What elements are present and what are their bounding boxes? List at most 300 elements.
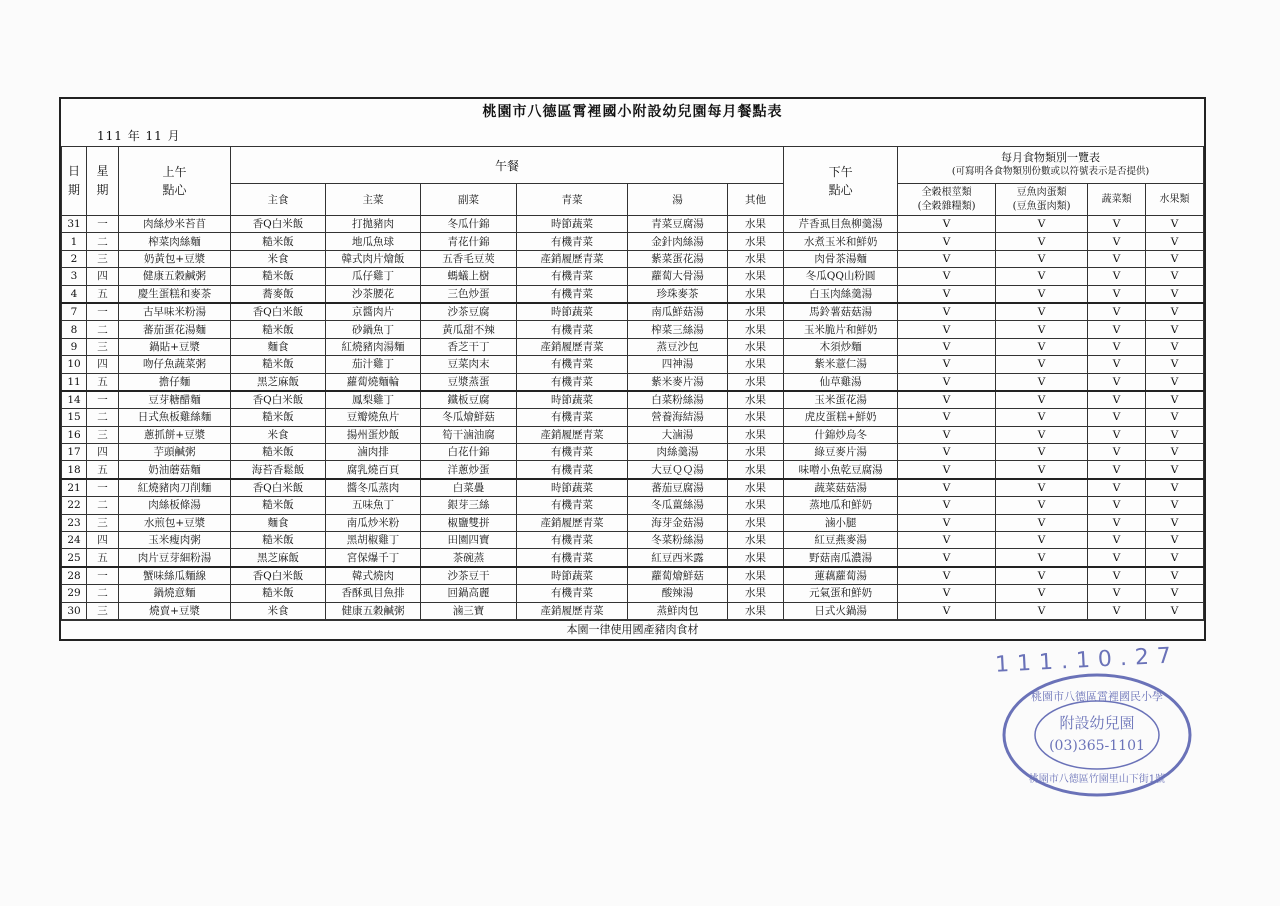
- cell-staple: 糙米飯: [231, 233, 326, 250]
- cell-am-snack: 水煎包+豆漿: [119, 514, 231, 531]
- cell-weekday: 四: [87, 532, 119, 549]
- cell-pm-snack: 滷小腿: [784, 514, 898, 531]
- cell-am-snack: 紅燒豬肉刀削麵: [119, 479, 231, 497]
- lunch-col-other: 其他: [728, 184, 784, 216]
- cell-staple: 香Q白米飯: [231, 303, 326, 321]
- cell-side-dish: 回鍋高麗: [421, 585, 517, 602]
- cell-staple: 糙米飯: [231, 532, 326, 549]
- table-row: [62, 268, 1204, 285]
- cell-grains-mark: V: [898, 391, 996, 409]
- cell-date: 30: [62, 602, 87, 619]
- cell-side-dish: 洋蔥炒蛋: [421, 461, 517, 479]
- cell-side-dish: 冬瓜什錦: [421, 216, 517, 233]
- am-snack-header-label: 上午點心: [162, 165, 187, 197]
- cell-side-dish: 鐵板豆腐: [421, 391, 517, 409]
- cell-date: 23: [62, 514, 87, 531]
- cell-staple: 糙米飯: [231, 356, 326, 373]
- cell-fruits-mark: V: [1146, 303, 1204, 321]
- cell-date: 9: [62, 338, 87, 355]
- cell-fruits-mark: V: [1146, 532, 1204, 549]
- cell-staple: 糙米飯: [231, 444, 326, 461]
- cell-soup: 蘿蔔大骨湯: [628, 268, 728, 285]
- table-row: [62, 444, 1204, 461]
- cell-other: 水果: [728, 549, 784, 567]
- cell-fruits-mark: V: [1146, 461, 1204, 479]
- svg-text:桃園市八德區霄裡國民小學: 桃園市八德區霄裡國民小學: [1031, 690, 1163, 703]
- cell-fruits-mark: V: [1146, 285, 1204, 303]
- cell-other: 水果: [728, 532, 784, 549]
- cell-am-snack: 芋頭鹹粥: [119, 444, 231, 461]
- pm-snack-header: [784, 147, 898, 216]
- cell-grains-mark: V: [898, 497, 996, 514]
- cell-am-snack: 健康五穀鹹粥: [119, 268, 231, 285]
- cell-vegetable: 時節蔬菜: [517, 216, 628, 233]
- footer-note: 本園一律使用國產豬肉食材: [61, 620, 1204, 639]
- year-month: 111 年 11 月: [97, 129, 181, 143]
- cell-staple: 蕎麥飯: [231, 285, 326, 303]
- cell-vegetables-mark: V: [1088, 426, 1146, 443]
- cell-other: 水果: [728, 567, 784, 585]
- cell-vegetable: 時節蔬菜: [517, 479, 628, 497]
- cell-weekday: 五: [87, 461, 119, 479]
- cell-date: 21: [62, 479, 87, 497]
- page-title: 桃園市八德區霄裡國小附設幼兒園每月餐點表: [482, 104, 783, 120]
- cell-vegetable: 時節蔬菜: [517, 391, 628, 409]
- cell-protein-mark: V: [996, 549, 1088, 567]
- table-row: [62, 409, 1204, 426]
- cell-pm-snack: 蔬菜菇菇湯: [784, 479, 898, 497]
- svg-text:附設幼兒園: 附設幼兒園: [1059, 714, 1135, 732]
- cell-soup: 酸辣湯: [628, 585, 728, 602]
- cell-fruits-mark: V: [1146, 479, 1204, 497]
- cell-side-dish: 白花什錦: [421, 444, 517, 461]
- cell-vegetables-mark: V: [1088, 409, 1146, 426]
- table-row: [62, 479, 1204, 497]
- cell-weekday: 四: [87, 268, 119, 285]
- food-group-grains-sub: (全穀雜糧類): [917, 200, 976, 212]
- menu-body: [62, 216, 1204, 620]
- cell-am-snack: 慶生蛋糕和麥茶: [119, 285, 231, 303]
- cell-grains-mark: V: [898, 426, 996, 443]
- cell-side-dish: 螞蟻上樹: [421, 268, 517, 285]
- cell-date: 24: [62, 532, 87, 549]
- cell-soup: 營養海結湯: [628, 409, 728, 426]
- table-row: [62, 461, 1204, 479]
- cell-protein-mark: V: [996, 602, 1088, 619]
- cell-grains-mark: V: [898, 268, 996, 285]
- cell-protein-mark: V: [996, 268, 1088, 285]
- cell-grains-mark: V: [898, 233, 996, 250]
- cell-vegetables-mark: V: [1088, 356, 1146, 373]
- food-group-fruits: 水果類: [1146, 184, 1204, 216]
- food-group-note: (可寫明各食物類別份數或以符號表示是否提供): [951, 166, 1150, 177]
- cell-vegetable: 有機青菜: [517, 356, 628, 373]
- cell-main-dish: 瓜仔雞丁: [326, 268, 421, 285]
- cell-other: 水果: [728, 426, 784, 443]
- cell-date: 7: [62, 303, 87, 321]
- cell-main-dish: 五味魚丁: [326, 497, 421, 514]
- cell-vegetables-mark: V: [1088, 549, 1146, 567]
- table-row: [62, 303, 1204, 321]
- cell-fruits-mark: V: [1146, 444, 1204, 461]
- cell-date: 4: [62, 285, 87, 303]
- cell-main-dish: 香酥虱目魚排: [326, 585, 421, 602]
- cell-side-dish: 沙茶豆干: [421, 567, 517, 585]
- cell-vegetable: 有機青菜: [517, 373, 628, 391]
- cell-fruits-mark: V: [1146, 338, 1204, 355]
- cell-main-dish: 揚州蛋炒飯: [326, 426, 421, 443]
- cell-vegetable: 有機青菜: [517, 444, 628, 461]
- cell-am-snack: 奶油蘑菇麵: [119, 461, 231, 479]
- cell-soup: 榨菜三絲湯: [628, 321, 728, 338]
- cell-side-dish: 茶碗蒸: [421, 549, 517, 567]
- cell-side-dish: 銀芽三絲: [421, 497, 517, 514]
- cell-soup: 金針肉絲湯: [628, 233, 728, 250]
- cell-protein-mark: V: [996, 356, 1088, 373]
- cell-weekday: 二: [87, 321, 119, 338]
- table-row: [62, 391, 1204, 409]
- cell-pm-snack: 味噌小魚乾豆腐湯: [784, 461, 898, 479]
- cell-main-dish: 韓式燒肉: [326, 567, 421, 585]
- cell-grains-mark: V: [898, 356, 996, 373]
- cell-fruits-mark: V: [1146, 409, 1204, 426]
- cell-staple: 香Q白米飯: [231, 391, 326, 409]
- cell-staple: 香Q白米飯: [231, 479, 326, 497]
- cell-vegetables-mark: V: [1088, 338, 1146, 355]
- cell-pm-snack: 野菇南瓜濃湯: [784, 549, 898, 567]
- school-stamp-seal: [1000, 670, 1195, 800]
- cell-vegetables-mark: V: [1088, 585, 1146, 602]
- cell-pm-snack: 綠豆麥片湯: [784, 444, 898, 461]
- cell-protein-mark: V: [996, 233, 1088, 250]
- cell-soup: 蘿蔔燴鮮菇: [628, 567, 728, 585]
- cell-am-snack: 鍋貼+豆漿: [119, 338, 231, 355]
- cell-pm-snack: 馬鈴薯菇菇湯: [784, 303, 898, 321]
- cell-other: 水果: [728, 373, 784, 391]
- cell-weekday: 三: [87, 250, 119, 267]
- cell-date: 31: [62, 216, 87, 233]
- cell-fruits-mark: V: [1146, 373, 1204, 391]
- cell-date: 3: [62, 268, 87, 285]
- cell-pm-snack: 白玉肉絲羹湯: [784, 285, 898, 303]
- cell-fruits-mark: V: [1146, 585, 1204, 602]
- cell-am-snack: 豆芽糖醋麵: [119, 391, 231, 409]
- food-group-grains: [898, 184, 996, 216]
- cell-soup: 珍珠麥茶: [628, 285, 728, 303]
- cell-protein-mark: V: [996, 444, 1088, 461]
- table-row: [62, 338, 1204, 355]
- lunch-col-veg: 青菜: [517, 184, 628, 216]
- cell-side-dish: 沙茶豆腐: [421, 303, 517, 321]
- cell-fruits-mark: V: [1146, 321, 1204, 338]
- cell-fruits-mark: V: [1146, 268, 1204, 285]
- cell-protein-mark: V: [996, 303, 1088, 321]
- cell-vegetable: 有機青菜: [517, 321, 628, 338]
- cell-fruits-mark: V: [1146, 497, 1204, 514]
- cell-date: 10: [62, 356, 87, 373]
- cell-soup: 大滷湯: [628, 426, 728, 443]
- cell-other: 水果: [728, 338, 784, 355]
- cell-am-snack: 奶黃包+豆漿: [119, 250, 231, 267]
- cell-soup: 蒸豆沙包: [628, 338, 728, 355]
- cell-staple: 黑芝麻飯: [231, 373, 326, 391]
- cell-protein-mark: V: [996, 461, 1088, 479]
- cell-other: 水果: [728, 444, 784, 461]
- cell-weekday: 五: [87, 549, 119, 567]
- cell-date: 18: [62, 461, 87, 479]
- cell-other: 水果: [728, 250, 784, 267]
- cell-pm-snack: 冬瓜QQ山粉圓: [784, 268, 898, 285]
- table-row: [62, 250, 1204, 267]
- cell-grains-mark: V: [898, 567, 996, 585]
- cell-fruits-mark: V: [1146, 514, 1204, 531]
- food-group-protein: [996, 184, 1088, 216]
- cell-grains-mark: V: [898, 321, 996, 338]
- weekday-header-label: 星期: [96, 164, 109, 197]
- cell-side-dish: 黃瓜甜不辣: [421, 321, 517, 338]
- cell-soup: 蕃茄豆腐湯: [628, 479, 728, 497]
- food-group-protein-name: 豆魚肉蛋類: [1016, 186, 1067, 198]
- cell-soup: 青菜豆腐湯: [628, 216, 728, 233]
- cell-pm-snack: 日式火鍋湯: [784, 602, 898, 619]
- cell-main-dish: 健康五穀鹹粥: [326, 602, 421, 619]
- cell-soup: 四神湯: [628, 356, 728, 373]
- cell-protein-mark: V: [996, 373, 1088, 391]
- cell-weekday: 三: [87, 514, 119, 531]
- cell-staple: 糙米飯: [231, 585, 326, 602]
- cell-vegetables-mark: V: [1088, 514, 1146, 531]
- table-row: [62, 514, 1204, 531]
- cell-weekday: 二: [87, 585, 119, 602]
- cell-vegetable: 產銷履歷青菜: [517, 426, 628, 443]
- table-row: [62, 567, 1204, 585]
- cell-other: 水果: [728, 356, 784, 373]
- cell-protein-mark: V: [996, 285, 1088, 303]
- cell-soup: 白菜粉絲湯: [628, 391, 728, 409]
- cell-grains-mark: V: [898, 303, 996, 321]
- table-row: [62, 216, 1204, 233]
- cell-protein-mark: V: [996, 514, 1088, 531]
- date-header: [62, 147, 87, 216]
- cell-other: 水果: [728, 285, 784, 303]
- lunch-col-soup: 湯: [628, 184, 728, 216]
- cell-grains-mark: V: [898, 216, 996, 233]
- cell-side-dish: 五香毛豆莢: [421, 250, 517, 267]
- cell-grains-mark: V: [898, 602, 996, 619]
- cell-protein-mark: V: [996, 321, 1088, 338]
- cell-other: 水果: [728, 233, 784, 250]
- cell-vegetables-mark: V: [1088, 532, 1146, 549]
- cell-grains-mark: V: [898, 585, 996, 602]
- cell-vegetables-mark: V: [1088, 497, 1146, 514]
- pm-snack-header-label: 下午點心: [828, 165, 853, 197]
- svg-text:桃園市八德區竹園里山下街1號: 桃園市八德區竹園里山下街1號: [1028, 774, 1166, 785]
- cell-staple: 黑芝麻飯: [231, 549, 326, 567]
- cell-side-dish: 白菜疊: [421, 479, 517, 497]
- cell-pm-snack: 玉米蛋花湯: [784, 391, 898, 409]
- cell-date: 1: [62, 233, 87, 250]
- cell-vegetables-mark: V: [1088, 268, 1146, 285]
- cell-protein-mark: V: [996, 409, 1088, 426]
- cell-side-dish: 田園四寶: [421, 532, 517, 549]
- cell-other: 水果: [728, 268, 784, 285]
- cell-main-dish: 地瓜魚球: [326, 233, 421, 250]
- table-row: [62, 426, 1204, 443]
- cell-vegetable: 有機青菜: [517, 497, 628, 514]
- lunch-col-main: 主菜: [326, 184, 421, 216]
- cell-vegetable: 有機青菜: [517, 409, 628, 426]
- cell-protein-mark: V: [996, 497, 1088, 514]
- cell-other: 水果: [728, 602, 784, 619]
- food-group-protein-sub: (豆魚蛋肉類): [1012, 200, 1071, 212]
- cell-side-dish: 青花什錦: [421, 233, 517, 250]
- cell-pm-snack: 肉骨茶湯麵: [784, 250, 898, 267]
- cell-weekday: 三: [87, 602, 119, 619]
- cell-vegetables-mark: V: [1088, 391, 1146, 409]
- cell-weekday: 二: [87, 233, 119, 250]
- cell-main-dish: 宮保爆千丁: [326, 549, 421, 567]
- cell-other: 水果: [728, 479, 784, 497]
- cell-weekday: 一: [87, 567, 119, 585]
- cell-vegetables-mark: V: [1088, 567, 1146, 585]
- cell-main-dish: 鳳梨雞丁: [326, 391, 421, 409]
- cell-staple: 糙米飯: [231, 268, 326, 285]
- cell-vegetables-mark: V: [1088, 303, 1146, 321]
- cell-main-dish: 腐乳燒百頁: [326, 461, 421, 479]
- cell-pm-snack: 水煮玉米和鮮奶: [784, 233, 898, 250]
- table-row: [62, 321, 1204, 338]
- cell-grains-mark: V: [898, 479, 996, 497]
- cell-fruits-mark: V: [1146, 426, 1204, 443]
- cell-am-snack: 鍋燒意麵: [119, 585, 231, 602]
- cell-vegetable: 時節蔬菜: [517, 567, 628, 585]
- table-row: [62, 585, 1204, 602]
- cell-vegetables-mark: V: [1088, 602, 1146, 619]
- table-row: [62, 233, 1204, 250]
- cell-date: 25: [62, 549, 87, 567]
- cell-other: 水果: [728, 409, 784, 426]
- cell-protein-mark: V: [996, 585, 1088, 602]
- cell-date: 29: [62, 585, 87, 602]
- cell-weekday: 五: [87, 373, 119, 391]
- weekday-header: [87, 147, 119, 216]
- food-group-header: [898, 147, 1204, 184]
- cell-protein-mark: V: [996, 391, 1088, 409]
- cell-vegetables-mark: V: [1088, 233, 1146, 250]
- cell-soup: 蒸鮮肉包: [628, 602, 728, 619]
- cell-grains-mark: V: [898, 373, 996, 391]
- cell-vegetable: 有機青菜: [517, 285, 628, 303]
- cell-weekday: 四: [87, 444, 119, 461]
- cell-soup: 紫菜蛋花湯: [628, 250, 728, 267]
- cell-pm-snack: 玉米脆片和鮮奶: [784, 321, 898, 338]
- cell-main-dish: 茄汁雞丁: [326, 356, 421, 373]
- cell-soup: 海芽金菇湯: [628, 514, 728, 531]
- cell-main-dish: 南瓜炒米粉: [326, 514, 421, 531]
- cell-other: 水果: [728, 321, 784, 338]
- cell-vegetables-mark: V: [1088, 444, 1146, 461]
- cell-side-dish: 豆漿蒸蛋: [421, 373, 517, 391]
- cell-vegetables-mark: V: [1088, 479, 1146, 497]
- cell-protein-mark: V: [996, 338, 1088, 355]
- cell-side-dish: 三色炒蛋: [421, 285, 517, 303]
- cell-staple: 米食: [231, 602, 326, 619]
- cell-weekday: 四: [87, 356, 119, 373]
- cell-fruits-mark: V: [1146, 602, 1204, 619]
- food-group-grains-name: 全穀根莖類: [921, 186, 972, 198]
- cell-fruits-mark: V: [1146, 567, 1204, 585]
- cell-date: 16: [62, 426, 87, 443]
- cell-fruits-mark: V: [1146, 233, 1204, 250]
- cell-other: 水果: [728, 216, 784, 233]
- cell-other: 水果: [728, 585, 784, 602]
- cell-staple: 麵食: [231, 338, 326, 355]
- cell-am-snack: 古早味米粉湯: [119, 303, 231, 321]
- cell-vegetable: 產銷履歷青菜: [517, 338, 628, 355]
- cell-weekday: 一: [87, 216, 119, 233]
- cell-grains-mark: V: [898, 409, 996, 426]
- cell-vegetables-mark: V: [1088, 321, 1146, 338]
- cell-date: 14: [62, 391, 87, 409]
- cell-am-snack: 吻仔魚蔬菜粥: [119, 356, 231, 373]
- cell-soup: 冬菜粉絲湯: [628, 532, 728, 549]
- cell-fruits-mark: V: [1146, 356, 1204, 373]
- cell-date: 2: [62, 250, 87, 267]
- cell-date: 15: [62, 409, 87, 426]
- cell-soup: 冬瓜薑絲湯: [628, 497, 728, 514]
- cell-vegetable: 時節蔬菜: [517, 303, 628, 321]
- lunch-col-staple: 主食: [231, 184, 326, 216]
- cell-other: 水果: [728, 303, 784, 321]
- cell-main-dish: 蘿蔔燒麵輪: [326, 373, 421, 391]
- cell-side-dish: 筍干滷油腐: [421, 426, 517, 443]
- cell-staple: 香Q白米飯: [231, 216, 326, 233]
- cell-protein-mark: V: [996, 532, 1088, 549]
- lunch-header: 午餐: [231, 147, 784, 184]
- cell-vegetable: 有機青菜: [517, 532, 628, 549]
- cell-side-dish: 香芝干丁: [421, 338, 517, 355]
- cell-grains-mark: V: [898, 549, 996, 567]
- cell-weekday: 三: [87, 426, 119, 443]
- cell-grains-mark: V: [898, 250, 996, 267]
- cell-vegetable: 產銷履歷青菜: [517, 514, 628, 531]
- cell-main-dish: 京醬肉片: [326, 303, 421, 321]
- cell-vegetable: 有機青菜: [517, 549, 628, 567]
- cell-staple: 糙米飯: [231, 497, 326, 514]
- cell-date: 8: [62, 321, 87, 338]
- cell-vegetables-mark: V: [1088, 461, 1146, 479]
- cell-grains-mark: V: [898, 514, 996, 531]
- cell-grains-mark: V: [898, 338, 996, 355]
- cell-pm-snack: 紫米薏仁湯: [784, 356, 898, 373]
- cell-vegetables-mark: V: [1088, 373, 1146, 391]
- cell-fruits-mark: V: [1146, 549, 1204, 567]
- cell-staple: 米食: [231, 250, 326, 267]
- cell-protein-mark: V: [996, 426, 1088, 443]
- cell-side-dish: 滷三寶: [421, 602, 517, 619]
- cell-weekday: 一: [87, 479, 119, 497]
- cell-staple: 米食: [231, 426, 326, 443]
- stamp-date: 111.10.27: [994, 643, 1180, 678]
- cell-pm-snack: 什錦炒烏冬: [784, 426, 898, 443]
- cell-staple: 糙米飯: [231, 321, 326, 338]
- cell-am-snack: 燒賣+豆漿: [119, 602, 231, 619]
- cell-soup: 肉絲羹湯: [628, 444, 728, 461]
- cell-main-dish: 韓式肉片燴飯: [326, 250, 421, 267]
- cell-am-snack: 蟹味絲瓜麵線: [119, 567, 231, 585]
- table-row: [62, 602, 1204, 619]
- cell-main-dish: 沙茶腰花: [326, 285, 421, 303]
